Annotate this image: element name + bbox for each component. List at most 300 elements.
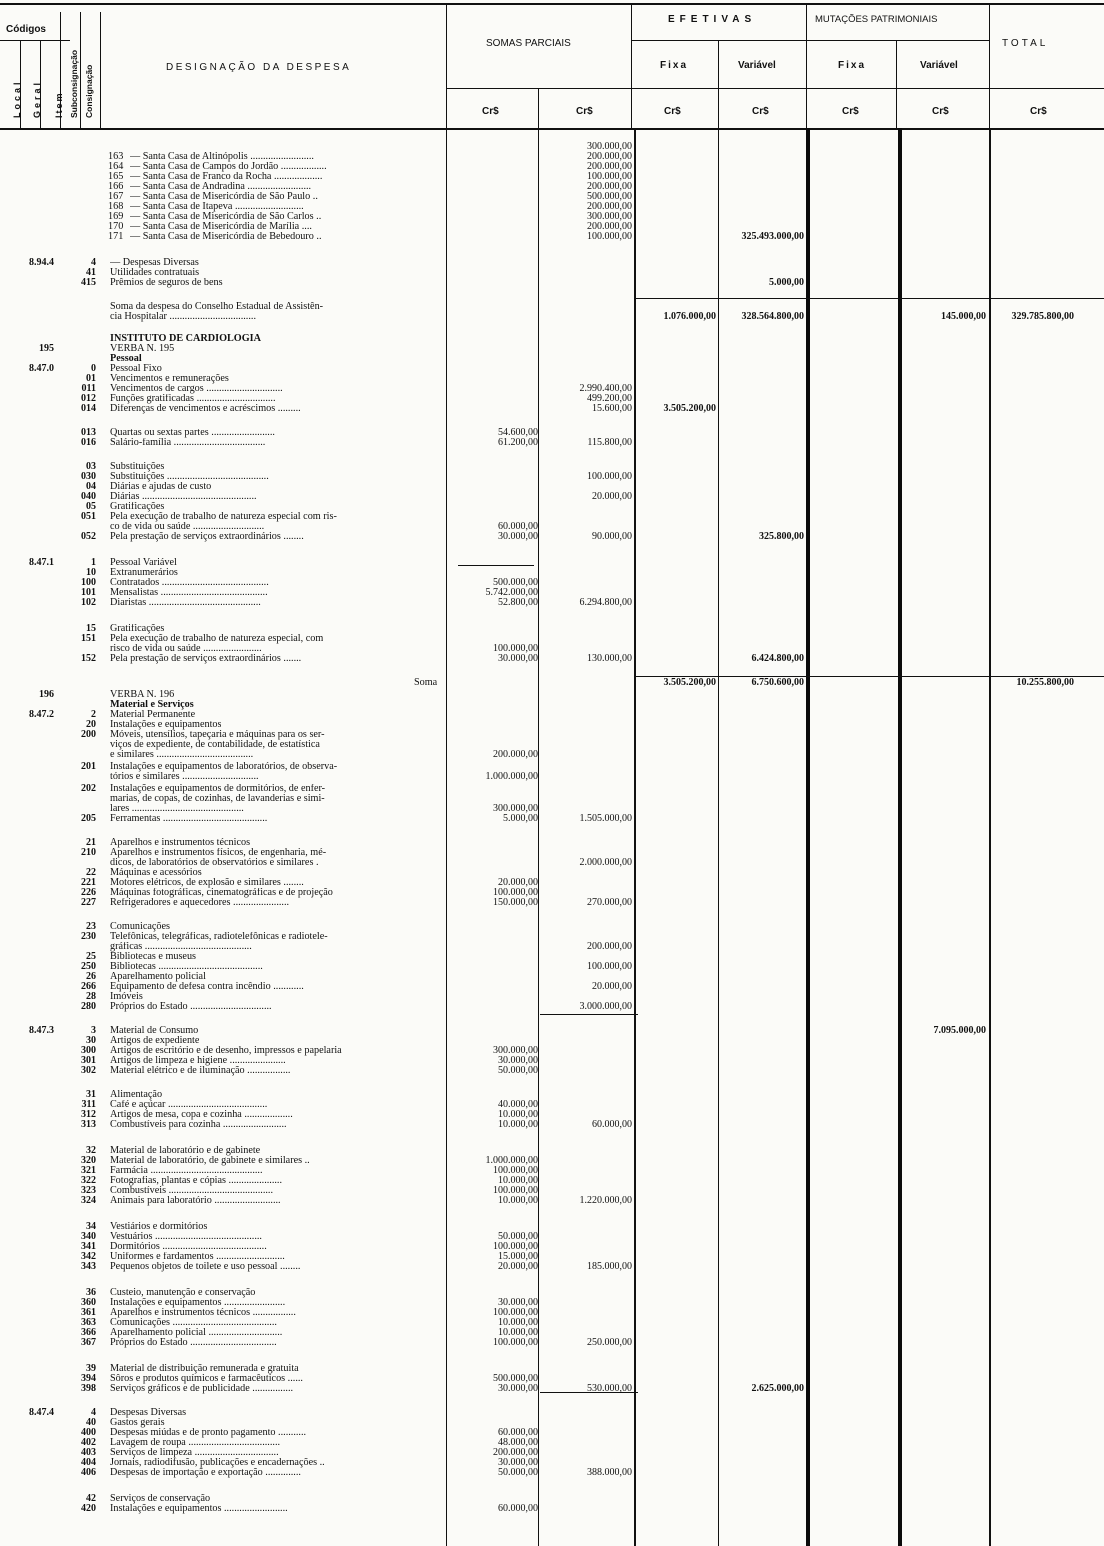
code-sub: 165 [108,171,124,182]
body-rule-somas-split [538,128,539,1546]
code-item: 226 [81,887,96,898]
amount-a: 100.000,00 [493,1307,538,1318]
expense-description: Pequenos objetos de toilete e uso pessoal ........ [110,1262,301,1272]
amount-a: 30.000,00 [498,653,538,664]
code-item: 3 [91,1025,96,1036]
code-item: 361 [81,1307,96,1318]
amount-b: 200.000,00 [587,201,632,212]
code-item: 152 [81,653,96,664]
amount-a: 54.600,00 [498,427,538,438]
col-rule-somas [446,3,447,128]
amount-b: 100.000,00 [587,231,632,242]
amount-a: 61.200,00 [498,437,538,448]
body-rule-total [989,128,991,1546]
amount-a: 500.000,00 [493,1373,538,1384]
code-item: 011 [81,383,96,394]
expense-description: Alimentação [110,1090,163,1100]
expense-description: Despesas Diversas [110,1408,187,1418]
col-rule-consig [100,12,101,128]
expense-description: Máquinas e acessórios [110,868,202,878]
amount-m2: 145.000,00 [941,311,986,322]
amount-a: 30.000,00 [498,1297,538,1308]
expense-description: Equipamento de defesa contra incêndio ............ [110,982,304,992]
expense-description: VERBA N. 195 [110,344,175,354]
code-item: 20 [86,719,96,730]
col-rule-mutacoes [806,3,807,128]
code-item: 322 [81,1175,96,1186]
code-item: 41 [86,267,96,278]
amount-a: 10.000,00 [498,1317,538,1328]
amount-b: 1.505.000,00 [579,813,632,824]
amount-b: 100.000,00 [587,171,632,182]
expense-description: Funções gratificadas ............................... [110,394,276,404]
code-item: 360 [81,1297,96,1308]
subtotal-rule-cons [636,298,1104,299]
code-sub: 170 [108,221,124,232]
code-item: 052 [81,531,96,542]
code-sub: 166 [108,181,124,192]
expense-description: Aparelhamento policial ............................. [110,1328,283,1338]
header-efetivas: EFETIVAS [668,14,757,25]
amount-a: 30.000,00 [498,1457,538,1468]
expense-description: Vencimentos de cargos .............................. [110,384,283,394]
expense-description: Serviços gráficos e de publicidade ................ [110,1384,294,1394]
code-item: 400 [81,1427,96,1438]
expense-description: — Santa Casa de Misericórdia de Bebedouro .. [130,232,322,242]
subtotal-rule-perm [540,1014,638,1015]
expense-description: Telefônicas, telegráficas, radiotelefônicas e radiotele- [110,932,328,942]
expense-description: Lavagem de roupa .................................... [110,1438,281,1448]
expense-description: — Santa Casa de Misericórdia de São Carlos .. [130,212,322,222]
header-local: Local [12,79,22,118]
header-consignacao: Consignação [84,64,94,118]
code-item: 051 [81,511,96,522]
soma-label: Soma [414,677,438,688]
expense-description: — Santa Casa de Misericórdia de Marília .... [130,222,312,232]
expense-description: marias, de copas, de cozinhas, de lavanderias e simi- [110,794,325,804]
code-local: 8.47.4 [29,1407,54,1418]
amount-b: 3.000.000,00 [579,1001,632,1012]
amount-a: 40.000,00 [498,1099,538,1110]
code-item: 321 [81,1165,96,1176]
expense-description: Material Permanente [110,710,196,720]
expense-description: — Santa Casa de Andradina ......................... [130,182,312,192]
code-item: 343 [81,1261,96,1272]
code-item: 420 [81,1503,96,1514]
amount-e2: 325.800,00 [759,531,804,542]
amount-a: 10.000,00 [498,1195,538,1206]
amount-e2: 325.493.000,00 [741,231,804,242]
code-local: 195 [39,343,54,354]
header-mutacoes-rule [806,40,989,41]
header-currency-total: Cr$ [1030,106,1047,117]
expense-description: Despesas de importação e exportação .............. [110,1468,301,1478]
expense-description: Imóveis [110,992,143,1002]
body-rule-efetivas [634,128,636,1546]
expense-description: Ferramentas ......................................... [110,814,268,824]
expense-description: Artigos de mesa, copa e cozinha ................... [110,1110,293,1120]
col-rule-somas-split [538,88,539,128]
expense-description: Fotografias, plantas e cópias ..................... [110,1176,283,1186]
amount-a: 10.000,00 [498,1119,538,1130]
code-item: 202 [81,783,96,794]
code-item: 340 [81,1231,96,1242]
expense-description: INSTITUTO DE CARDIOLOGIA [110,334,261,344]
amount-b: 6.294.800,00 [579,597,632,608]
code-item: 301 [81,1055,96,1066]
amount-t: 10.255.800,00 [1016,677,1074,688]
amount-b: 2.990.400,00 [579,383,632,394]
amount-b: 185.000,00 [587,1261,632,1272]
amount-a: 20.000,00 [498,1261,538,1272]
expense-description: Contratados .......................................... [110,578,269,588]
expense-description: Comunicações ......................................... [110,1318,277,1328]
amount-e2: 328.564.800,00 [741,311,804,322]
expense-description: Aparelhos e instrumentos físicos, de engenharia, mé- [110,848,327,858]
expense-description: Máquinas fotográficas, cinematográficas e de projeção [110,888,333,898]
code-item: 31 [86,1089,96,1100]
expense-description: — Santa Casa de Altinópolis ......................... [130,152,314,162]
code-item: 26 [86,971,96,982]
expense-description: Combustíveis ......................................... [110,1186,274,1196]
code-item: 101 [81,587,96,598]
header-codigos: Códigos [6,24,46,35]
code-item: 200 [81,729,96,740]
expense-description: Aparelhamento policial [110,972,206,982]
expense-description: Material de laboratório, de gabinete e similares .. [110,1156,310,1166]
expense-description: Pela execução de trabalho de natureza especial, com [110,634,324,644]
header-currency-mutacoes-fixa: Cr$ [842,106,859,117]
expense-description: e similares ...................................... [110,750,254,760]
code-item: 4 [91,257,96,268]
header-currency-efetivas-fixa: Cr$ [664,106,681,117]
amount-e2: 5.000,00 [769,277,804,288]
code-item: 25 [86,951,96,962]
header-geral: Geral [32,79,42,118]
expense-description: Jornais, radiodifusão, publicações e encadernações .. [110,1458,325,1468]
amount-a: 15.000,00 [498,1251,538,1262]
amount-b: 90.000,00 [592,531,632,542]
code-item: 406 [81,1467,96,1478]
expense-description: Serviços de limpeza ................................. [110,1448,279,1458]
code-local: 8.94.4 [29,257,54,268]
expense-description: Substituições [110,462,165,472]
expense-description: Material elétrico e de iluminação ................. [110,1066,291,1076]
code-item: 100 [81,577,96,588]
amount-a: 30.000,00 [498,531,538,542]
amount-e2: 6.424.800,00 [751,653,804,664]
code-item: 03 [86,461,96,472]
code-item: 320 [81,1155,96,1166]
amount-b: 499.200,00 [587,393,632,404]
amount-b: 270.000,00 [587,897,632,908]
amount-b: 2.000.000,00 [579,857,632,868]
body-rule-mut-fixa [898,128,902,1546]
expense-description: — Santa Casa de Campos do Jordão .................. [130,162,327,172]
code-item: 250 [81,961,96,972]
code-item: 300 [81,1045,96,1056]
amount-b: 20.000,00 [592,981,632,992]
amount-b: 500.000,00 [587,191,632,202]
header-currency-efetivas-variavel: Cr$ [752,106,769,117]
expense-description: Material e Serviços [110,700,194,710]
amount-a: 1.000.000,00 [485,1155,538,1166]
code-item: 23 [86,921,96,932]
expense-description: Artigos de limpeza e higiene ...................... [110,1056,286,1066]
code-local: 8.47.1 [29,557,54,568]
amount-a: 10.000,00 [498,1175,538,1186]
code-item: 280 [81,1001,96,1012]
code-item: 302 [81,1065,96,1076]
code-item: 014 [81,403,96,414]
expense-description: Instalações e equipamentos de dormitórios, de enfer- [110,784,326,794]
code-item: 22 [86,867,96,878]
expense-description: co de vida ou saúde ............................ [110,522,265,532]
expense-description: — Despesas Diversas [110,258,199,268]
expense-description: Pela prestação de serviços extraordinários ........ [110,532,304,542]
expense-description: Custeio, manutenção e conservação [110,1288,256,1298]
code-item: 21 [86,837,96,848]
expense-description: — Santa Casa de Itapeva ........................... [130,202,304,212]
header-currency-rule [446,88,1104,89]
header-efetivas-fixa: Fixa [660,60,689,71]
expense-description: Gratificações [110,624,165,634]
code-item: 30 [86,1035,96,1046]
code-item: 210 [81,847,96,858]
code-item: 403 [81,1447,96,1458]
expense-description: dicos, de laboratórios de observatórios e similares . [110,858,319,868]
amount-a: 5.742.000,00 [485,587,538,598]
code-item: 36 [86,1287,96,1298]
code-item: 342 [81,1251,96,1262]
expense-description: Gratificações [110,502,165,512]
expense-description: Animais para laboratório .......................... [110,1196,281,1206]
amount-a: 100.000,00 [493,643,538,654]
code-item: 151 [81,633,96,644]
amount-a: 200.000,00 [493,749,538,760]
expense-description: Café e açúcar ....................................... [110,1100,268,1110]
code-item: 34 [86,1221,96,1232]
amount-a: 60.000,00 [498,1503,538,1514]
expense-description: Soma da despesa do Conselho Estadual de Assistên- [110,302,324,312]
expense-description: tórios e similares .............................. [110,772,259,782]
code-item: 0 [91,363,96,374]
amount-b: 300.000,00 [587,141,632,152]
amount-e1: 1.076.000,00 [663,311,716,322]
expense-description: Bibliotecas ......................................... [110,962,263,972]
amount-b: 130.000,00 [587,653,632,664]
expense-description: Diferenças de vencimentos e acréscimos ......... [110,404,301,414]
expense-description: Pela execução de trabalho de natureza especial com ris- [110,512,337,522]
code-item: 04 [86,481,96,492]
header-somas-parciais: SOMAS PARCIAIS [486,38,571,49]
amount-a: 60.000,00 [498,521,538,532]
amount-a: 100.000,00 [493,1337,538,1348]
code-item: 398 [81,1383,96,1394]
header-total: TOTAL [1002,38,1049,49]
code-item: 05 [86,501,96,512]
expense-description: Vencimentos e remunerações [110,374,229,384]
expense-description: Artigos de expediente [110,1036,200,1046]
subtotal-rule-var [458,565,534,566]
amount-b: 200.000,00 [587,221,632,232]
code-item: 42 [86,1493,96,1504]
code-item: 415 [81,277,96,288]
code-item: 030 [81,471,96,482]
amount-b: 388.000,00 [587,1467,632,1478]
expense-description: Diaristas ............................................ [110,598,261,608]
code-item: 1 [91,557,96,568]
amount-e1: 3.505.200,00 [663,403,716,414]
expense-description: Próprios do Estado ................................ [110,1002,272,1012]
amount-a: 48.000,00 [498,1437,538,1448]
header-currency-somas-b: Cr$ [576,106,593,117]
expense-description: Instalações e equipamentos ......................... [110,1504,288,1514]
code-local: 8.47.2 [29,709,54,720]
code-item: 367 [81,1337,96,1348]
expense-description: Combustíveis para cozinha ......................... [110,1120,287,1130]
expense-description: Diárias ............................................. [110,492,257,502]
amount-a: 100.000,00 [493,887,538,898]
code-sub: 168 [108,201,124,212]
amount-a: 150.000,00 [493,897,538,908]
expense-description: Pela prestação de serviços extraordinários ....... [110,654,302,664]
amount-b: 530.000,00 [587,1383,632,1394]
amount-b: 200.000,00 [587,161,632,172]
amount-t: 329.785.800,00 [1011,311,1074,322]
amount-b: 100.000,00 [587,961,632,972]
expense-description: Próprios do Estado .................................. [110,1338,277,1348]
expense-description: Motores elétricos, de explosão e similares ........ [110,878,304,888]
amount-b: 200.000,00 [587,181,632,192]
code-item: 266 [81,981,96,992]
expense-description: Prêmios de seguros de bens [110,278,223,288]
expense-description: Diárias e ajudas de custo [110,482,212,492]
expense-description: Vestiários e dormitórios [110,1222,208,1232]
header-subconsignacao: Subconsignação [69,49,79,118]
code-item: 313 [81,1119,96,1130]
code-sub: 163 [108,151,124,162]
amount-b: 200.000,00 [587,941,632,952]
amount-a: 50.000,00 [498,1231,538,1242]
code-sub: 167 [108,191,124,202]
code-item: 205 [81,813,96,824]
amount-b: 15.600,00 [592,403,632,414]
code-item: 363 [81,1317,96,1328]
code-item: 311 [81,1099,96,1110]
expense-description: Comunicações [110,922,170,932]
expense-description: Aparelhos e instrumentos técnicos ................. [110,1308,296,1318]
amount-a: 10.000,00 [498,1109,538,1120]
code-item: 221 [81,877,96,888]
code-item: 40 [86,1417,96,1428]
body-rule-somas [446,128,447,1546]
header-mutacoes-fixa: Fixa [838,60,867,71]
amount-a: 5.000,00 [503,813,538,824]
header-bottom-rule [0,128,1104,130]
amount-a: 30.000,00 [498,1055,538,1066]
header-efetivas-variavel: Variável [738,60,776,71]
expense-description: viços de expediente, de contabilidade, de estatística [110,740,320,750]
expense-description: — Santa Casa de Franco da Rocha ................... [130,172,323,182]
code-item: 28 [86,991,96,1002]
amount-a: 20.000,00 [498,877,538,888]
amount-a: 100.000,00 [493,1185,538,1196]
col-rule-fixa [718,40,719,128]
amount-b: 20.000,00 [592,491,632,502]
header-item: Item [54,91,64,118]
expense-description: Utilidades contratuais [110,268,200,278]
amount-e1: 3.505.200,00 [663,677,716,688]
code-item: 2 [91,709,96,720]
code-item: 102 [81,597,96,608]
expense-description: Aparelhos e instrumentos técnicos [110,838,251,848]
expense-description: Uniformes e fardamentos ........................... [110,1252,285,1262]
expense-description: Material de Consumo [110,1026,199,1036]
header-currency-mutacoes-variavel: Cr$ [932,106,949,117]
code-item: 201 [81,761,96,772]
amount-a: 52.800,00 [498,597,538,608]
code-item: 01 [86,373,96,384]
code-local: 8.47.0 [29,363,54,374]
expense-description: Gastos gerais [110,1418,165,1428]
col-rule-mut-fixa [896,40,897,128]
expense-description: Pessoal Fixo [110,364,162,374]
expense-description: Mensalistas .......................................... [110,588,268,598]
amount-b: 250.000,00 [587,1337,632,1348]
amount-a: 500.000,00 [493,577,538,588]
expense-description: lares ............................................ [110,804,244,814]
expense-description: Instalações e equipamentos de laboratórios, de observa- [110,762,338,772]
amount-e2: 2.625.000,00 [751,1383,804,1394]
expense-description: Quartas ou sextas partes ......................... [110,428,275,438]
amount-b: 1.220.000,00 [579,1195,632,1206]
expense-description: Vestuários .......................................... [110,1232,262,1242]
body-rule-fixa [718,128,719,1546]
header-mutacoes: MUTAÇÕES PATRIMONIAIS [815,14,938,25]
expense-description: Extranumerários [110,568,178,578]
expense-description: Material de laboratório e de gabinete [110,1146,261,1156]
code-item: 227 [81,897,96,908]
code-item: 312 [81,1109,96,1120]
code-item: 10 [86,567,96,578]
amount-b: 60.000,00 [592,1119,632,1130]
amount-a: 50.000,00 [498,1065,538,1076]
expense-description: Instalações e equipamentos [110,720,222,730]
amount-a: 50.000,00 [498,1467,538,1478]
code-item: 39 [86,1363,96,1374]
code-item: 230 [81,931,96,942]
expense-description: gráficas .......................................... [110,942,252,952]
code-sub: 171 [108,231,124,242]
expense-description: Instalações e equipamentos ........................ [110,1298,286,1308]
code-item: 323 [81,1185,96,1196]
code-item: 4 [91,1407,96,1418]
amount-a: 30.000,00 [498,1383,538,1394]
code-sub: 164 [108,161,124,172]
expense-description: Serviços de conservação [110,1494,211,1504]
amount-a: 200.000,00 [493,1447,538,1458]
code-item: 15 [86,623,96,634]
code-item: 013 [81,427,96,438]
expense-description: Bibliotecas e museus [110,952,197,962]
header-designacao: DESIGNAÇÃO DA DESPESA [166,62,352,73]
expense-description: Sôros e produtos químicos e farmacêuticos ...... [110,1374,303,1384]
expense-description: Farmácia ............................................ [110,1166,263,1176]
code-item: 012 [81,393,96,404]
code-item: 366 [81,1327,96,1338]
amount-b: 115.800,00 [587,437,632,448]
